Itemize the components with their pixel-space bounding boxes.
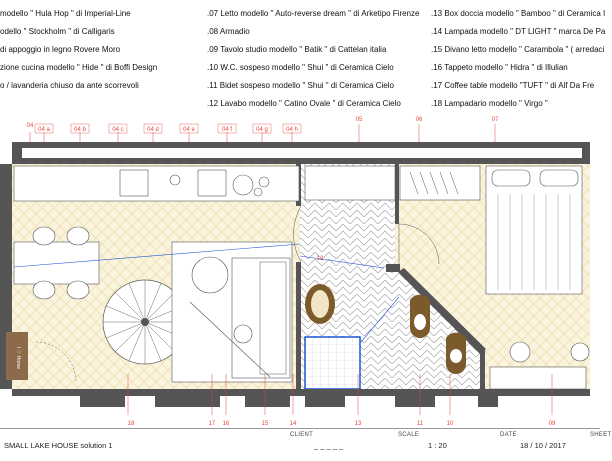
tag-14: 14	[289, 421, 297, 427]
study-desk	[490, 367, 586, 389]
tag-04: 04	[26, 123, 34, 129]
date-label: DATE	[500, 432, 517, 438]
shower-box	[305, 337, 360, 389]
legend-item: .13 Box doccia modello " Bamboo " di Ceramica I	[431, 9, 606, 18]
tag-10: 10	[446, 421, 454, 427]
tag-04g: 04 g	[256, 127, 268, 133]
top-tags	[27, 117, 499, 133]
tag-11: 11	[416, 421, 424, 427]
legend-item: .15 Divano letto modello " Carambola " ( arredaci	[431, 45, 605, 54]
legend-item: .16 Tappeto modello " Hidra " di Illulian	[431, 63, 568, 72]
legend-item: odello " Stockholm " di Calligaris	[0, 27, 115, 36]
scale-label: SCALE	[398, 432, 420, 438]
legend-item: .09 Tavolo studio modello " Batik " di Cattelan italia	[207, 45, 387, 54]
tag-17: 17	[208, 421, 216, 427]
mat-text: I ♡ Home	[15, 347, 21, 369]
study-chair	[571, 343, 589, 361]
scale-value: 1 : 20	[428, 441, 447, 450]
tag-13: 13	[354, 421, 362, 427]
legend-item: modello " Hula Hop " di Imperial-Line	[0, 9, 131, 18]
date-value: 18 / 10 / 2017	[520, 441, 566, 450]
tag-05: 05	[355, 117, 363, 123]
bidet-bowl	[450, 349, 462, 363]
tag-16: 16	[222, 421, 230, 427]
pillow	[492, 170, 530, 186]
tag-18: 18	[127, 421, 135, 427]
tag-07: 07	[491, 117, 499, 123]
tag-04h: 04 h	[286, 127, 298, 133]
sofa-back	[260, 262, 286, 374]
client-label: CLIENT	[290, 432, 314, 438]
legend-item: zione cucina modello " Hide " di Boffi Design	[0, 63, 158, 72]
study-chair	[510, 342, 530, 362]
floor-lamp	[234, 325, 252, 343]
tag-04f: 04 f	[221, 127, 233, 133]
furniture-legend	[0, 0, 606, 108]
tag-04c: 04 c	[112, 127, 124, 133]
legend-item: .18 Lampadario modello " Virgo "	[431, 99, 548, 108]
legend-item: .08 Armadio	[207, 27, 250, 36]
pillow	[540, 170, 578, 186]
tag-15: 15	[261, 421, 269, 427]
legend-item: o / lavanderia chiuso da ante scorrevoli	[0, 81, 139, 90]
wardrobe	[400, 166, 480, 200]
drawing-title: SMALL LAKE HOUSE solution 1	[4, 441, 113, 450]
legend-item: .14 Lampada modello " DT LIGHT " marca De Pa	[431, 27, 606, 36]
kitchen-units	[14, 166, 299, 201]
tag-04d: 04 d	[147, 127, 159, 133]
legend-item: .12 Lavabo modello " Catino Ovale " di Ceramica Cielo	[207, 99, 401, 108]
tag-06: 06	[415, 117, 423, 123]
title-block	[0, 428, 612, 461]
tag-04e: 04 e	[183, 127, 195, 133]
entrance-mat	[6, 332, 28, 380]
legend-item: .17 Coffee table modello "TUFT " di Alf Da Fre	[431, 81, 595, 90]
legend-item: .07 Letto modello " Auto-reverse dream " di Arketipo Firenze	[207, 9, 420, 18]
wardrobe-hall	[305, 166, 395, 200]
legend-item: di appoggio in legno Rovere Moro	[0, 45, 121, 54]
dining-table	[14, 242, 99, 284]
tag-04b: 04 b	[74, 127, 86, 133]
washbasin-bowl	[311, 290, 329, 318]
legend-item: .10 W.C. sospeso modello " Shui " di Ceramica Cielo	[207, 63, 394, 72]
tag-04a: 04 a	[38, 127, 50, 133]
coffee-table	[192, 257, 228, 293]
legend-item: .11 Bidet sospeso modello " Shui " di Ceramica Cielo	[207, 81, 394, 90]
client-value: _ _ _ _ _	[314, 441, 344, 450]
tag-09: 09	[548, 421, 556, 427]
sheet-label: SHEET	[590, 432, 612, 438]
floor-plan	[0, 112, 600, 428]
tag-12: 12	[316, 256, 324, 262]
wc-seat	[414, 314, 426, 330]
